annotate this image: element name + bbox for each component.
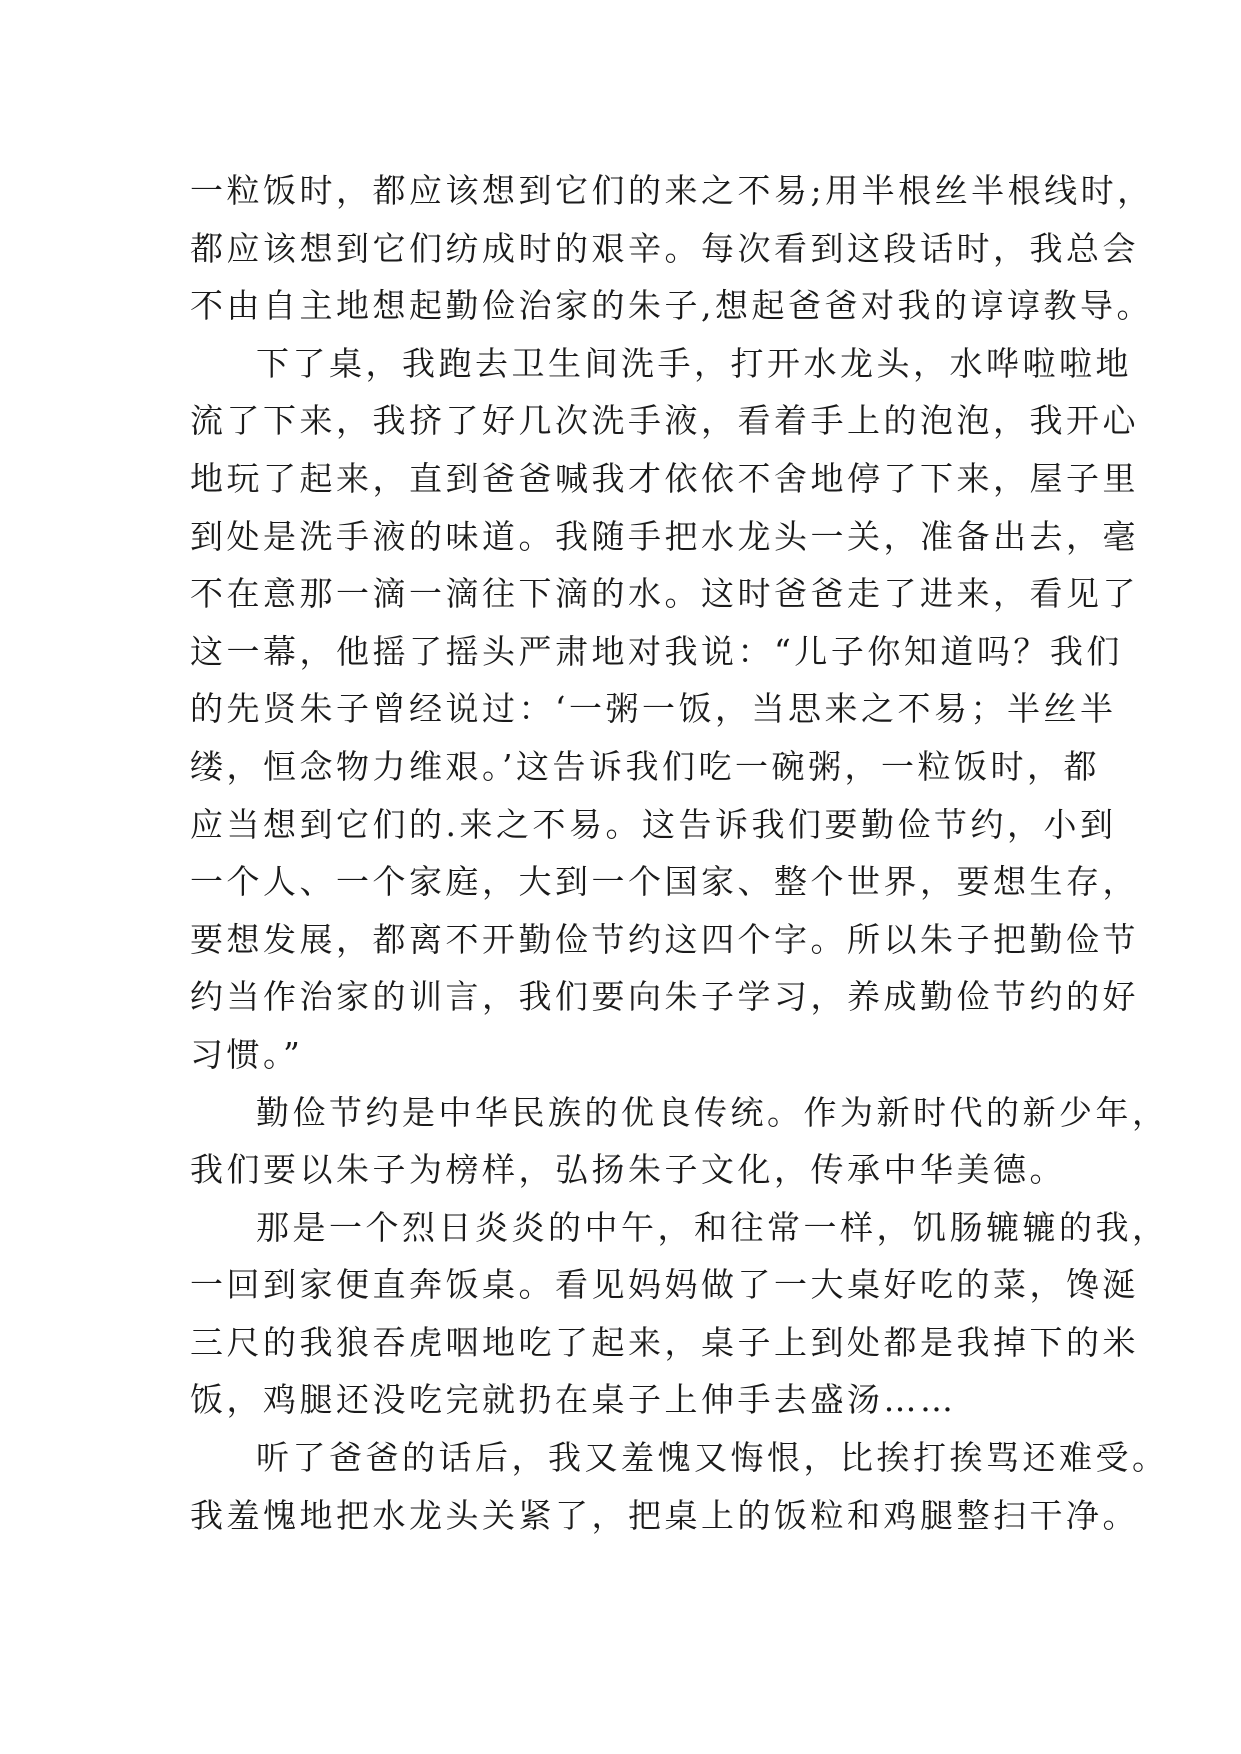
text-line: 约当作治家的训言，我们要向朱子学习，养成勤俭节约的好 (190, 977, 1139, 1017)
text-line: 到处是洗手液的味道。我随手把水龙头一关，准备出去，毫 (190, 516, 1139, 556)
text-line: 的先贤朱子曾经说过：‘一粥一饭，当思来之不易；半丝半 (190, 689, 1117, 729)
text-line: 不由自主地想起勤俭治家的朱子,想起爸爸对我的谆谆教导。 (190, 286, 1153, 326)
text-line: 一粒饭时，都应该想到它们的来之不易;用半根丝半根线时， (190, 171, 1154, 210)
paragraph-first-line: 勤俭节约是中华民族的优良传统。作为新时代的新少年， (256, 1092, 1169, 1132)
paragraph-first-line: 那是一个烈日炎炎的中午，和往常一样，饥肠辘辘的我， (256, 1207, 1169, 1247)
text-line: 要想发展，都离不开勤俭节约这四个字。所以朱子把勤俭节 (190, 919, 1139, 959)
text-line: 饭，鸡腿还没吃完就扔在桌子上伸手去盛汤…… (190, 1380, 957, 1420)
text-line: 不在意那一滴一滴往下滴的水。这时爸爸走了进来，看见了 (190, 574, 1139, 614)
text-line: 我羞愧地把水龙头关紧了，把桌上的饭粒和鸡腿整扫干净。 (190, 1495, 1139, 1535)
text-line: 习惯。” (190, 1034, 304, 1074)
text-line: 缕，恒念物力维艰。’这告诉我们吃一碗粥，一粒饭时，都 (190, 746, 1100, 786)
text-line: 地玩了起来，直到爸爸喊我才依依不舍地停了下来，屋子里 (190, 458, 1139, 498)
text-line: 应当想到它们的.来之不易。这告诉我们要勤俭节约，小到 (190, 804, 1117, 844)
text-line: 都应该想到它们纺成时的艰辛。每次看到这段话时，我总会 (190, 228, 1139, 268)
text-line: 流了下来，我挤了好几次洗手液，看着手上的泡泡，我开心 (190, 401, 1139, 441)
paragraph-first-line: 下了桌，我跑去卫生间洗手，打开水龙头，水哗啦啦地 (256, 343, 1132, 383)
text-line: 这一幕，他摇了摇头严肃地对我说：“儿子你知道吗？我们 (190, 631, 1123, 671)
text-line: 我们要以朱子为榜样，弘扬朱子文化，传承中华美德。 (190, 1150, 1066, 1190)
text-line: 三尺的我狼吞虎咽地吃了起来，桌子上到处都是我掉下的米 (190, 1322, 1139, 1362)
text-line: 一回到家便直奔饭桌。看见妈妈做了一大桌好吃的菜，馋涎 (190, 1265, 1139, 1305)
paragraph-first-line: 听了爸爸的话后，我又羞愧又悔恨，比挨打挨骂还难受。 (256, 1438, 1169, 1478)
essay-body (190, 162, 1169, 1544)
text-line: 一个人、一个家庭，大到一个国家、整个世界，要想生存， (190, 862, 1139, 902)
